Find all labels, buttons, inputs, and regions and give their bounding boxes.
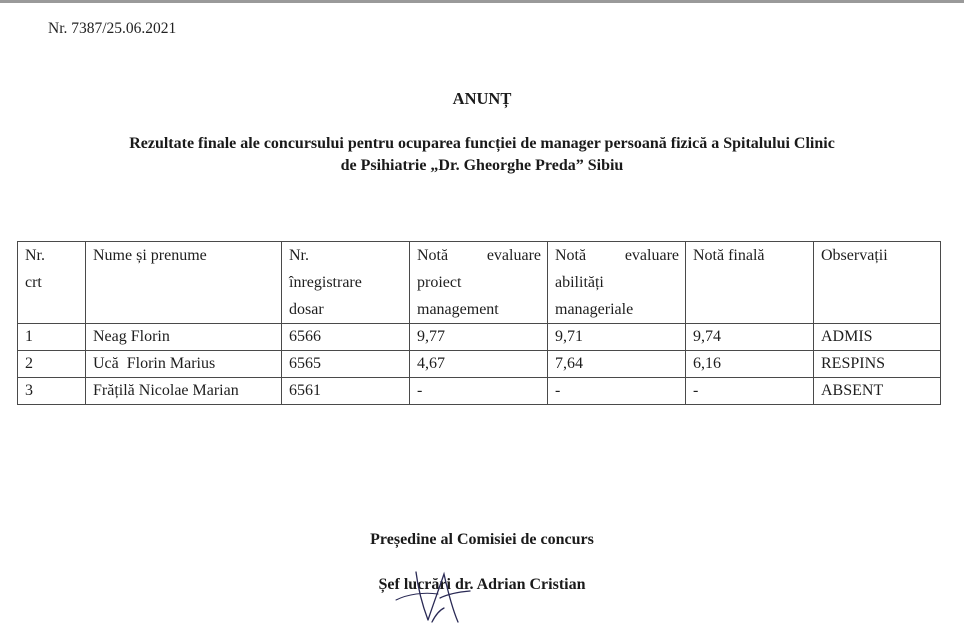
header-registration: Nr. înregistrare dosar bbox=[282, 242, 410, 324]
cell-observation: ADMIS bbox=[814, 324, 941, 351]
president-name: Șef lucrări dr. Adrian Cristian bbox=[378, 576, 586, 593]
cell-name: Neag Florin bbox=[86, 324, 282, 351]
cell-project-score: 4,67 bbox=[410, 351, 548, 378]
table-row bbox=[18, 351, 941, 378]
cell-managerial-score: 7,64 bbox=[548, 351, 686, 378]
table-row bbox=[18, 378, 941, 405]
cell-nr: 1 bbox=[18, 324, 86, 351]
header-observations: Observații bbox=[814, 242, 941, 324]
cell-final-score: 6,16 bbox=[686, 351, 814, 378]
subtitle-line-1: Rezultate finale ale concursului pentru ocuparea funcției de manager persoană fizică a Spitalului Clinic bbox=[129, 135, 835, 152]
top-border-line bbox=[0, 0, 964, 3]
cell-observation: ABSENT bbox=[814, 378, 941, 405]
cell-managerial-score: - bbox=[548, 378, 686, 405]
cell-final-score: - bbox=[686, 378, 814, 405]
cell-nr: 3 bbox=[18, 378, 86, 405]
subtitle-line-2: de Psihiatrie „Dr. Gheorghe Preda” Sibiu bbox=[340, 157, 624, 174]
president-title: Președine al Comisiei de concurs bbox=[370, 531, 594, 548]
header-managerial-score: Notă evaluare abilități manageriale bbox=[548, 242, 686, 324]
cell-name: Ucă Florin Marius bbox=[86, 351, 282, 378]
document-subtitle bbox=[30, 133, 934, 177]
document-number: Nr. 7387/25.06.2021 bbox=[48, 20, 177, 37]
cell-managerial-score: 9,71 bbox=[548, 324, 686, 351]
cell-registration: 6561 bbox=[282, 378, 410, 405]
table-row bbox=[18, 324, 941, 351]
cell-nr: 2 bbox=[18, 351, 86, 378]
cell-observation: RESPINS bbox=[814, 351, 941, 378]
cell-project-score: 9,77 bbox=[410, 324, 548, 351]
results-table bbox=[17, 241, 941, 405]
header-project-score: Notă evaluare proiect management bbox=[410, 242, 548, 324]
cell-project-score: - bbox=[410, 378, 548, 405]
cell-final-score: 9,74 bbox=[686, 324, 814, 351]
header-name: Nume și prenume bbox=[86, 242, 282, 324]
cell-registration: 6565 bbox=[282, 351, 410, 378]
header-nr-crt: Nr. crt bbox=[18, 242, 86, 324]
cell-name: Frățilă Nicolae Marian bbox=[86, 378, 282, 405]
header-final-score: Notă finală bbox=[686, 242, 814, 324]
document-heading: ANUNȚ bbox=[452, 89, 512, 108]
handwritten-signature bbox=[378, 558, 498, 625]
table-header-row bbox=[18, 242, 941, 324]
cell-registration: 6566 bbox=[282, 324, 410, 351]
